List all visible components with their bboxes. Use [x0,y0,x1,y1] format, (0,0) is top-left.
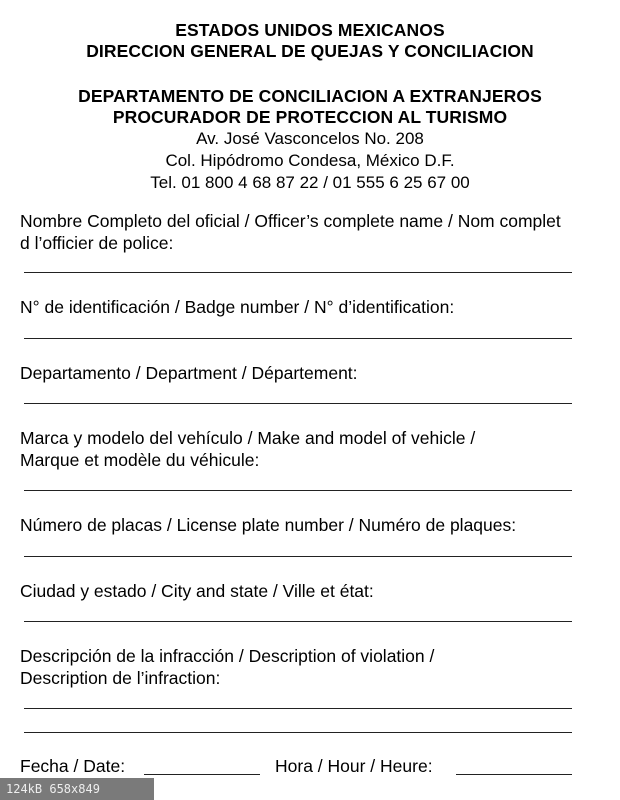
violation-label-line2: Description de l’infraction: [20,668,221,688]
header-street-address: Av. José Vasconcelos No. 208 [196,129,424,148]
vehicle-label-line1: Marca y modelo del vehículo / Make and model of vehicle / [20,428,476,448]
violation-label-line1: Descripción de la infracción / Description of violation / [20,646,435,666]
header-agency: PROCURADOR DE PROTECCION AL TURISMO [112,107,508,127]
city-blank[interactable] [24,621,572,622]
image-info-bar: 124kB 658x849 [0,778,154,800]
date-blank[interactable] [144,774,260,775]
header-colony-address: Col. Hipódromo Condesa, México D.F. [165,151,455,170]
plates-blank[interactable] [24,556,572,557]
hour-label: Hora / Hour / Heure: [275,756,433,776]
badge-label: N° de identificación / Badge number / N° d’identification: [20,297,455,317]
violation-blank-2[interactable] [24,732,572,733]
department-label: Departamento / Department / Département: [20,363,358,383]
date-label: Fecha / Date: [20,756,126,776]
city-label: Ciudad y estado / City and state / Ville et état: [20,581,374,601]
header-department: DEPARTAMENTO DE CONCILIACION A EXTRANJEROS [78,86,542,106]
violation-blank-1[interactable] [24,708,572,709]
officer-name-label-line1: Nombre Completo del oficial / Officer’s complete name / Nom complet [20,211,561,231]
department-blank[interactable] [24,403,572,404]
officer-name-label-line2: d l’officier de police: [20,233,174,253]
vehicle-label-line2: Marque et modèle du véhicule: [20,450,260,470]
badge-blank[interactable] [24,338,572,339]
hour-blank[interactable] [456,774,572,775]
officer-name-blank[interactable] [24,272,572,273]
header-phone: Tel. 01 800 4 68 87 22 / 01 555 6 25 67 00 [150,173,470,192]
header-directorate: DIRECCION GENERAL DE QUEJAS Y CONCILIACION [86,41,534,61]
header-country: ESTADOS UNIDOS MEXICANOS [175,20,445,40]
plates-label: Número de placas / License plate number / Numéro de plaques: [20,515,517,535]
vehicle-blank[interactable] [24,490,572,491]
